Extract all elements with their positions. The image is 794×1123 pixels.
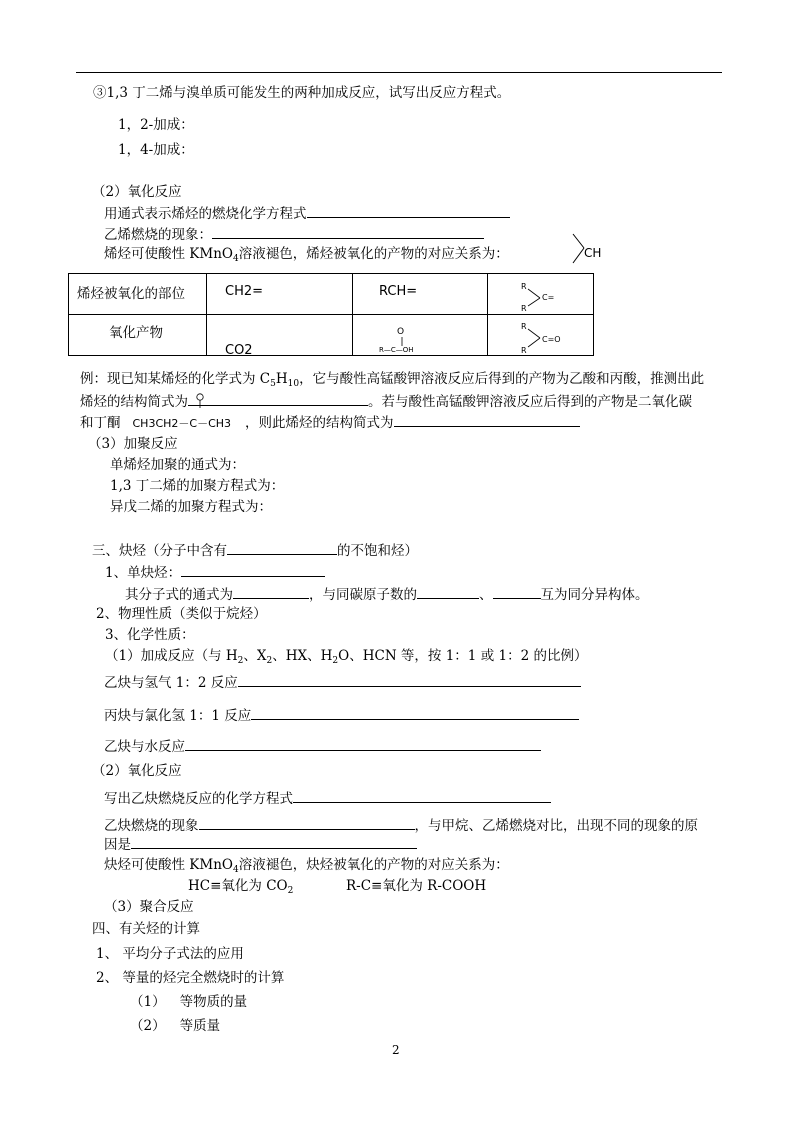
physical-property-line: 2、物理性质（类似于烷烃） [96,606,267,622]
co2-product: CO2 [225,343,253,356]
r-label: R [521,322,527,331]
answer-blank[interactable] [188,391,368,406]
calc-item-1: 1、 平均分子式法的应用 [96,946,244,962]
ch-label: CH [584,246,602,260]
table-cell [353,315,488,356]
ethylene-phenomenon-line: 乙烯燃烧的现象： [104,224,484,244]
add-14-label: 1，4-加成： [118,142,194,158]
answer-blank[interactable] [251,705,579,720]
question-3: ③1,3 丁二烯与溴单质可能发生的两种加成反应，试写出反应方程式。 [93,85,511,101]
answer-blank[interactable] [181,562,325,577]
table-cell [488,274,594,315]
answer-blank[interactable] [394,412,580,427]
carboxylic-acid: R—C—OH [379,346,414,354]
polymerization-reaction-heading: （3）聚合反应 [104,899,194,915]
table-cell: 烯烃被氧化的部位 [69,274,207,315]
table-cell [207,274,353,315]
acetylene-water-line: 乙炔与水反应 [104,736,541,756]
table-cell [207,315,353,356]
acetylene-combustion-line: 写出乙炔燃烧反应的化学方程式 [104,788,551,808]
propyne-hcl-line: 丙炔与氯化氢 1：1 反应 [104,705,579,725]
answer-blank[interactable] [233,584,309,599]
table-cell [488,315,594,356]
answer-blank[interactable] [293,788,551,803]
acetylene-phenomenon-line: 乙炔燃烧的现象 ，与甲烷、乙烯燃烧对比，出现不同的现象的原 [104,815,698,835]
calc-sub-2: （2） 等质量 [130,1018,221,1034]
example-line-1: 例：现已知某烯烃的化学式为 $C_5H_{10}$，它与酸性高锰酸钾溶液反应后得到的产物为乙酸和丙酸，推测出此 [80,371,705,389]
poly-isoprene-line: 异戊二烯的加聚方程式为： [110,499,272,515]
c-double-bond: C= [542,293,555,302]
polymerization-heading: （3）加聚反应 [88,436,178,452]
answer-blank[interactable] [212,224,484,239]
calc-sub-1: （1） 等物质的量 [130,994,248,1010]
oxidation-table [68,273,594,356]
add-12-label: 1，2-加成： [118,117,194,133]
example-line-2: 烯烃的结构简式为 。若与酸性高锰酸钾溶液反应后得到的产物是二氧化碳 [80,391,692,411]
rc-oxidation: R-C≡氧化为 R-COOH [346,878,487,894]
chemical-property-line: 3、化学性质： [105,627,195,643]
calc-item-2: 2、 等量的烃完全燃烧时的计算 [96,970,285,986]
o-label: O [397,327,405,337]
answer-blank[interactable] [199,815,415,830]
mono-formula-line: 其分子式的通式为 ，与同碳原子数的 、 互为同分异构体。 [125,584,649,604]
poly-general-line: 单烯烃加聚的通式为： [110,457,245,473]
acetylene-hydrogen-line: 乙炔与氢气 1：2 反应 [104,672,581,692]
table-cell: 氧化产物 [69,315,207,356]
hc-oxidation: HC≡氧化为 $CO_2$ [188,878,294,896]
oxidation-heading: （2）氧化反应 [92,184,182,200]
r-label: R [521,304,527,313]
carbonyl-o-mark [195,393,205,409]
rch-group: RCH= [379,284,418,299]
page-number: 2 [392,1043,400,1057]
answer-blank[interactable] [238,672,581,687]
answer-blank[interactable] [493,584,541,599]
poly-butadiene-line: 1,3 丁二烯的加聚方程式为： [110,478,285,494]
kmno4-alkyne-line: 炔烃可使酸性 KMnO$_4$溶液褪色，炔烃被氧化的产物的对应关系为： [104,857,509,875]
answer-blank[interactable] [131,834,417,849]
table-cell [353,274,488,315]
alkyne-heading: 三、炔烃（分子中含有 的不饱和烃） [92,540,418,560]
r-label: R [521,282,527,291]
answer-blank[interactable] [307,203,510,218]
addition-reaction-line: （1）加成反应（与 $H_2$、$X_2$、HX、$H_2O$、HCN 等，按 1：1 或 1：2 的比例） [105,648,588,666]
answer-blank[interactable] [417,584,479,599]
c-double-o: C=O [542,335,561,344]
calculation-heading: 四、有关烃的计算 [92,921,200,937]
butanone-structure: CH3CH2－C－CH3 [132,417,232,430]
kmno4-alkene-line: 烯烃可使酸性 KMnO$_4$溶液褪色，烯烃被氧化的产物的对应关系为： [104,246,509,264]
answer-blank[interactable] [185,736,541,751]
mono-alkyne-line: 1、单炔烃： [105,562,325,582]
general-formula-line: 用通式表示烯烃的燃烧化学方程式 [104,203,510,223]
answer-blank[interactable] [227,540,337,555]
ch2-group: CH2= [225,284,264,299]
r-label: R [521,346,527,355]
header-rule [76,72,722,73]
reason-line: 因是 [104,834,417,854]
example-line-3: 和丁酮 CH3CH2－C－CH3 ，则此烯烃的结构简式为 [80,412,580,433]
oxidation-heading-2: （2）氧化反应 [92,763,182,779]
